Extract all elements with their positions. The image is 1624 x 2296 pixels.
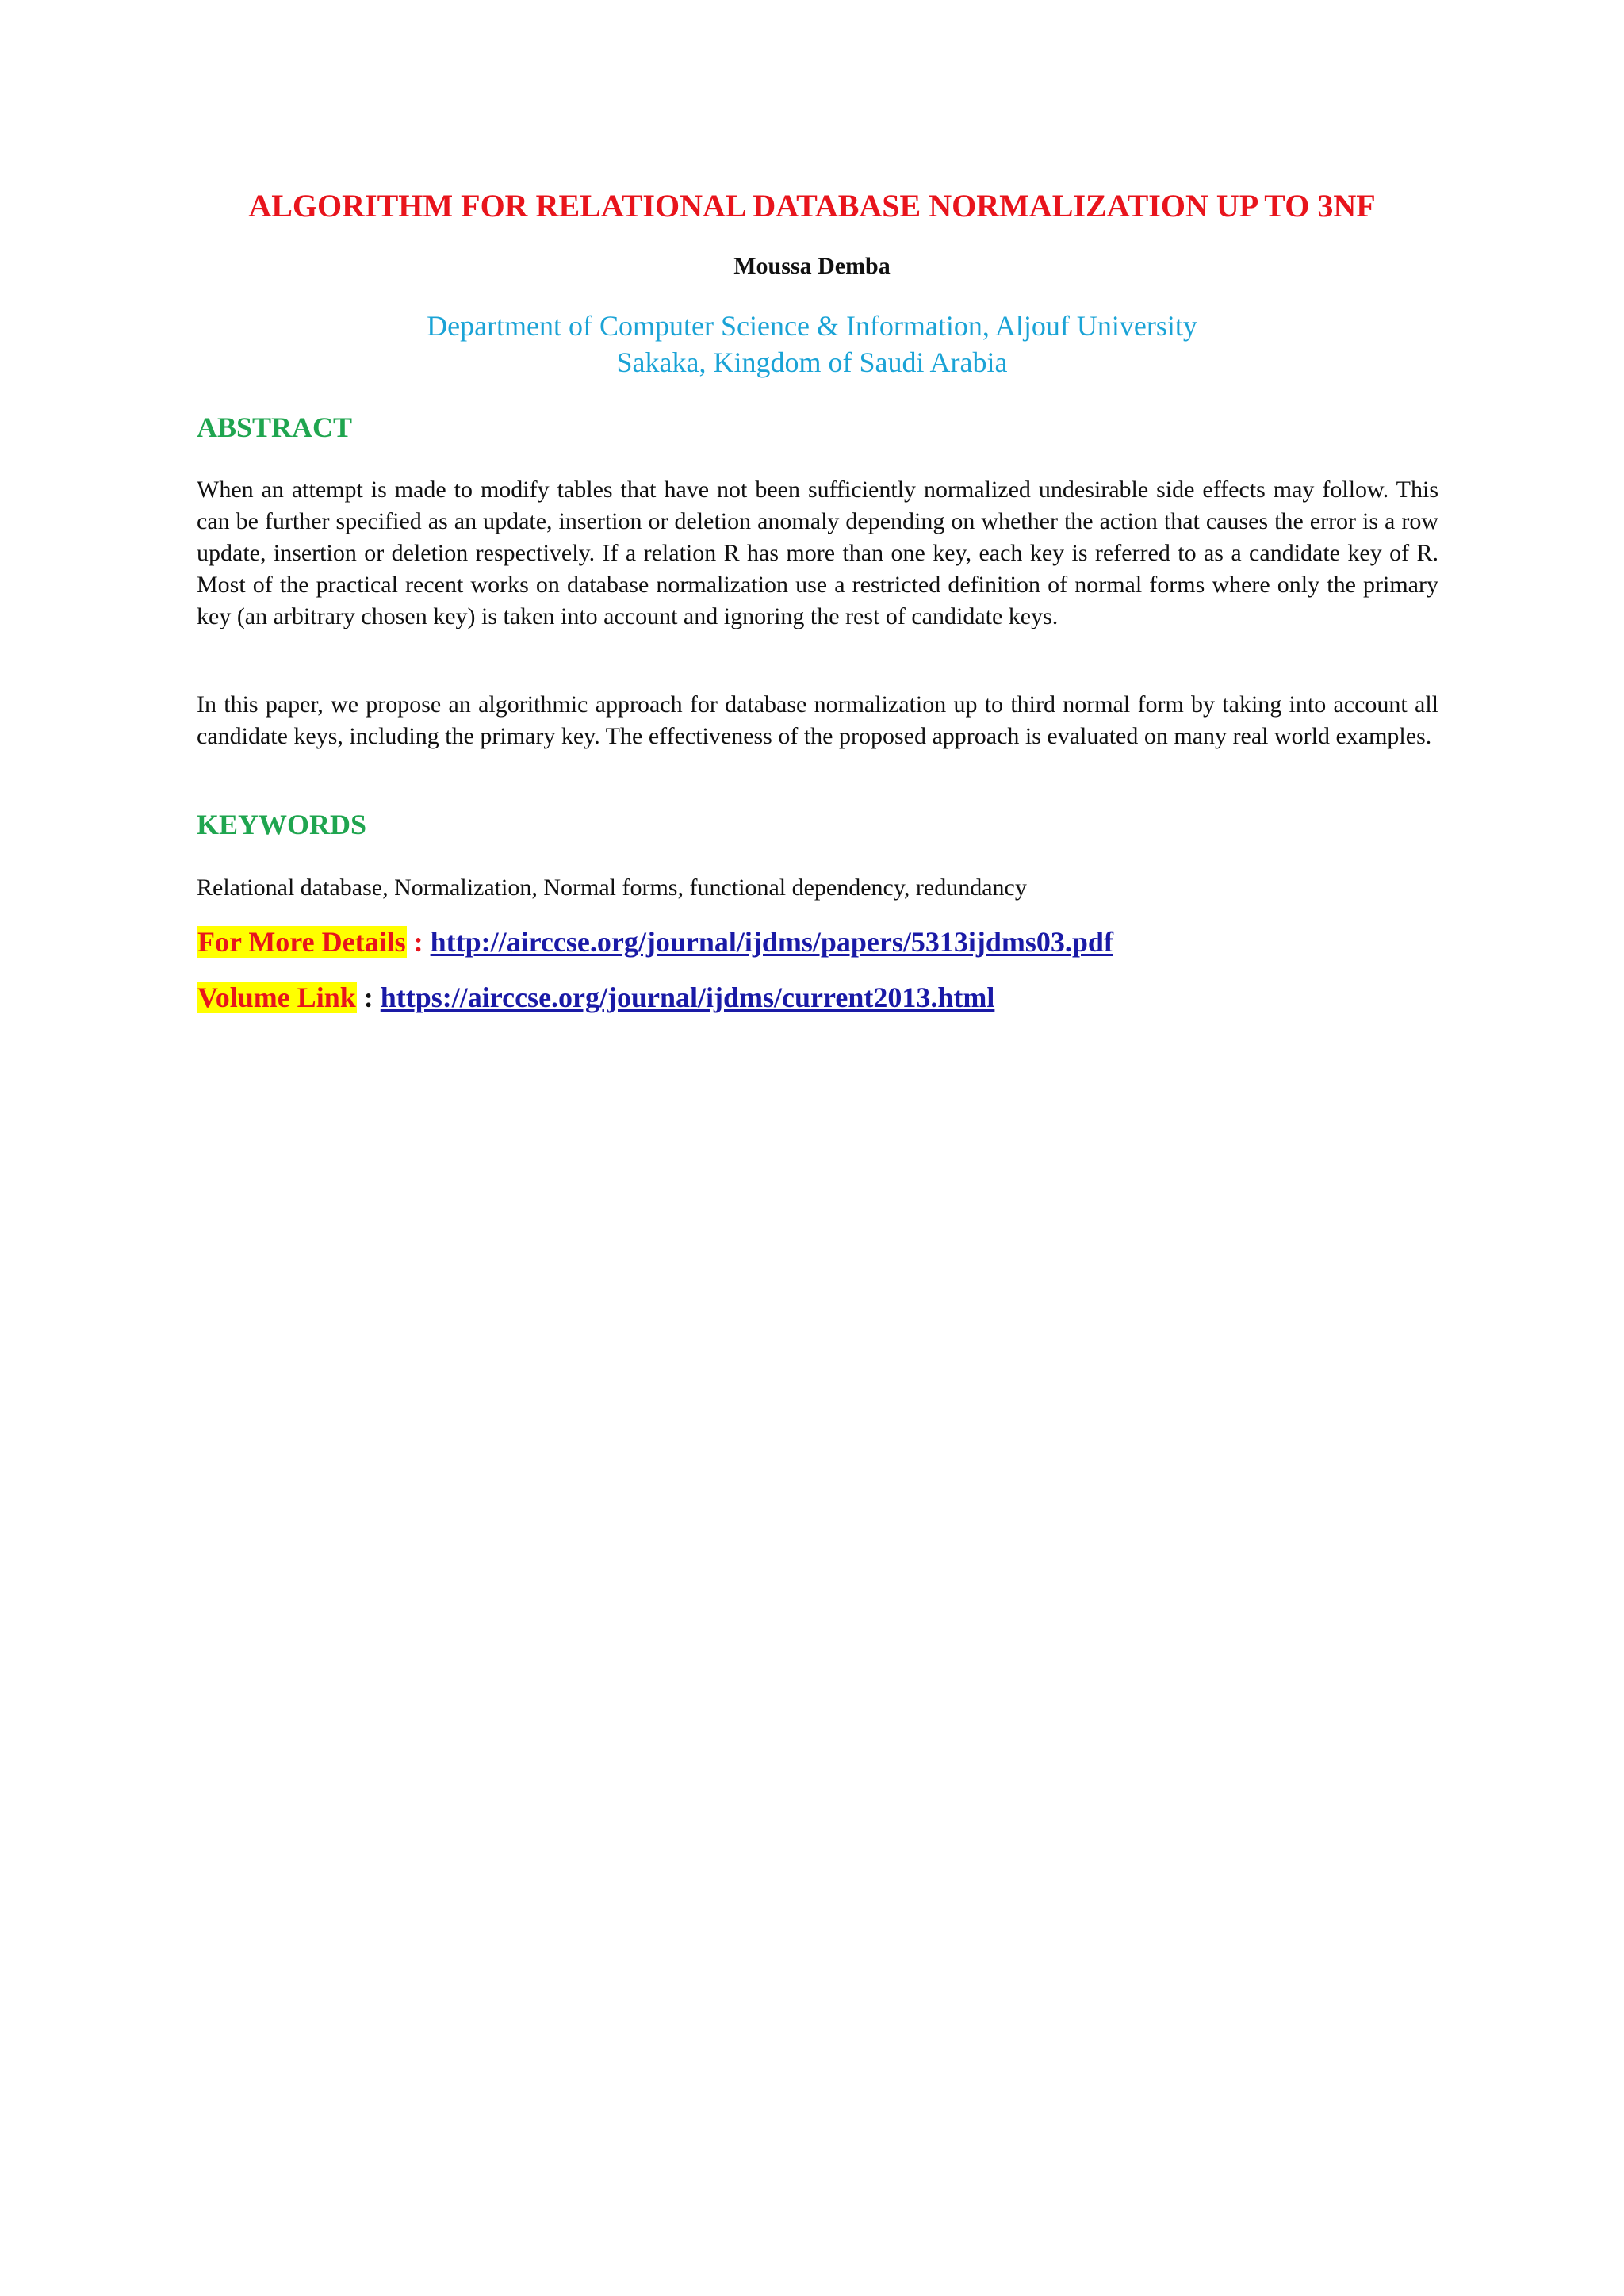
keywords-heading: KEYWORDS [197, 809, 367, 840]
volume-link-separator: : [356, 982, 381, 1013]
abstract-paragraph-2: In this paper, we propose an algorithmic approach for database normalization up to third normal form by taking into account all candidate keys, including the primary key. The effectiveness of the proposed approach is evaluated on many real world examples. [197, 691, 1438, 749]
more-details-separator: : [406, 926, 431, 958]
volume-link[interactable]: https://airccse.org/journal/ijdms/current2013.html [380, 982, 995, 1013]
more-details-label: For More Details [197, 926, 406, 958]
more-details-link[interactable]: http://airccse.org/journal/ijdms/papers/5313ijdms03.pdf [430, 926, 1113, 958]
author-name: Moussa Demba [733, 253, 891, 279]
volume-link-label: Volume Link [197, 982, 356, 1013]
keywords-list: Relational database, Normalization, Normal forms, functional dependency, redundancy [197, 874, 1027, 901]
abstract-heading: ABSTRACT [197, 411, 353, 443]
volume-link-line [197, 979, 994, 1016]
paper-title: ALGORITHM FOR RELATIONAL DATABASE NORMALIZATION UP TO 3NF [248, 188, 1376, 224]
more-details-line [197, 924, 1113, 960]
author-affiliation [0, 308, 1624, 381]
affiliation-location: Sakaka, Kingdom of Saudi Arabia [616, 346, 1008, 378]
affiliation-department: Department of Computer Science & Information, Aljouf University [427, 310, 1197, 342]
abstract-paragraph-1: When an attempt is made to modify tables that have not been sufficiently normalized undesirable side effects may follow. This can be further specified as an update, insertion or deletion anomaly depending on whether the action that causes the error is a row update, insertion or deletion respectively. If a relation R has more than one key, each key is referred to as a candidate key of R. Most of the practical recent works on database normalization use a restricted definition of normal forms where only the primary key (an arbitrary chosen key) is taken into account and ignoring the rest of candidate keys. [197, 476, 1438, 629]
